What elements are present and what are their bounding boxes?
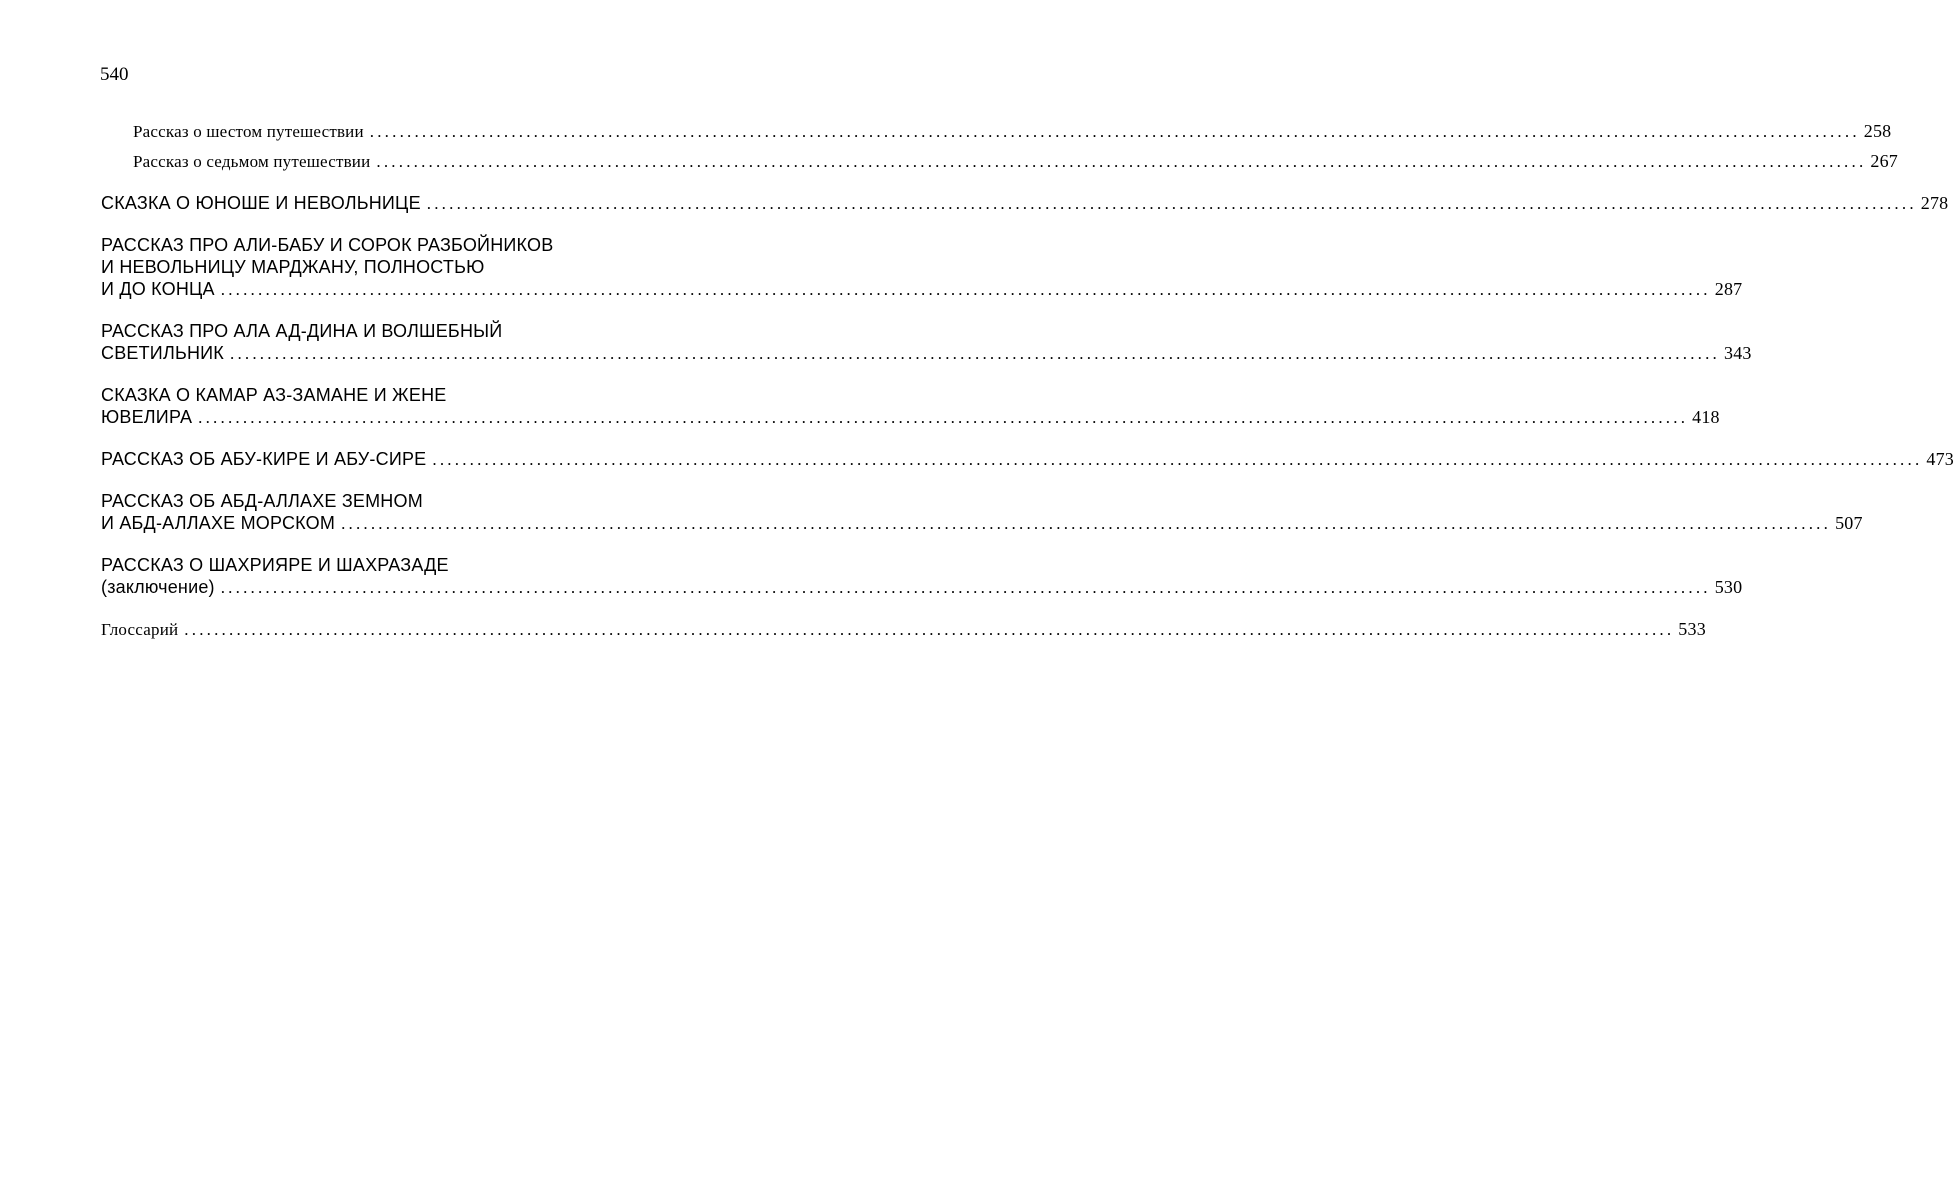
toc-entry-title: СКАЗКА О ЮНОШЕ И НЕВОЛЬНИЦЕ (101, 193, 421, 213)
toc-entry-line (101, 150, 1899, 173)
dot-leader: ........................................................................................................................................................................................................ (220, 578, 1711, 597)
toc-entry (101, 490, 1863, 535)
toc-entry-line (101, 576, 1743, 599)
toc-entry-title: РАССКАЗ ПРО АЛИ-БАБУ И СОРОК РАЗБОЙНИКОВ (101, 235, 554, 255)
toc-entry-title: Рассказ о седьмом путешествии (133, 152, 371, 171)
toc-entry (101, 234, 1743, 301)
toc-entry-line (101, 342, 1752, 365)
toc-entry-line (101, 320, 656, 342)
toc-entry-line (101, 234, 656, 256)
dot-leader: ........................................................................................................................................................................................................ (432, 450, 1923, 469)
dot-leader: ........................................................................................................................................................................................................ (426, 194, 1917, 213)
toc-entry (101, 150, 1899, 180)
toc-entry-line (101, 384, 656, 406)
toc-entry-title: Рассказ о шестом путешествии (133, 122, 364, 141)
dot-leader: ........................................................................................................................................................................................................ (376, 152, 1867, 171)
toc-entry-title: РАССКАЗ ОБ АБУ-КИРЕ И АБУ-СИРЕ (101, 449, 427, 469)
table-of-contents (101, 120, 1954, 660)
toc-entry-title: СВЕТИЛЬНИК (101, 343, 224, 363)
toc-entry (101, 120, 1892, 150)
toc-entry-title: РАССКАЗ ОБ АБД-АЛЛАХЕ ЗЕМНОМ (101, 491, 423, 511)
toc-entry-title: (заключение) (101, 577, 215, 597)
toc-entry (101, 618, 1706, 641)
toc-entry (101, 448, 1954, 471)
page-number: 540 (100, 64, 129, 85)
toc-entry-line (101, 448, 1954, 471)
toc-entry-page: 287 (1714, 279, 1743, 299)
toc-entry-line (101, 278, 1743, 301)
toc-entry-title: РАССКАЗ ПРО АЛА АД-ДИНА И ВОЛШЕБНЫЙ (101, 321, 503, 341)
toc-entry-page: 267 (1870, 151, 1899, 171)
toc-entry (101, 554, 1743, 599)
toc-entry-page: 530 (1714, 577, 1743, 597)
toc-entry-page: 343 (1724, 343, 1752, 363)
dot-leader: ........................................................................................................................................................................................................ (341, 514, 1832, 533)
toc-entry-title: И ДО КОНЦА (101, 279, 215, 299)
dot-leader: ........................................................................................................................................................................................................ (230, 344, 1720, 363)
toc-entry-line (101, 406, 1720, 429)
toc-entry-title: Глоссарий (101, 620, 179, 639)
toc-entry-line (101, 120, 1892, 143)
dot-leader: ........................................................................................................................................................................................................ (184, 620, 1675, 639)
toc-entry (101, 320, 1752, 365)
toc-entry-page: 278 (1920, 193, 1949, 213)
dot-leader: ........................................................................................................................................................................................................ (369, 122, 1860, 141)
toc-entry-title: И АБД-АЛЛАХЕ МОРСКОМ (101, 513, 336, 533)
dot-leader: ........................................................................................................................................................................................................ (198, 408, 1689, 427)
toc-entry-title: РАССКАЗ О ШАХРИЯРЕ И ШАХРАЗАДЕ (101, 555, 449, 575)
toc-entry (101, 192, 1949, 215)
toc-entry-title: СКАЗКА О КАМАР АЗ-ЗАМАНЕ И ЖЕНЕ (101, 385, 447, 405)
toc-entry-page: 258 (1863, 121, 1892, 141)
toc-entry-line (101, 512, 1863, 535)
toc-entry-title: ЮВЕЛИРА (101, 407, 193, 427)
toc-entry (101, 384, 1720, 429)
toc-entry-page: 473 (1926, 449, 1954, 469)
toc-entry-page: 533 (1678, 619, 1706, 639)
toc-entry-line (101, 554, 656, 576)
toc-entry-line (101, 192, 1949, 215)
toc-entry-page: 418 (1692, 407, 1720, 427)
dot-leader: ........................................................................................................................................................................................................ (220, 280, 1711, 299)
toc-entry-page: 507 (1835, 513, 1863, 533)
toc-entry-line (101, 490, 656, 512)
toc-entry-line (101, 256, 656, 278)
toc-entry-line (101, 618, 1706, 641)
toc-entry-title: И НЕВОЛЬНИЦУ МАРДЖАНУ, ПОЛНОСТЬЮ (101, 257, 485, 277)
